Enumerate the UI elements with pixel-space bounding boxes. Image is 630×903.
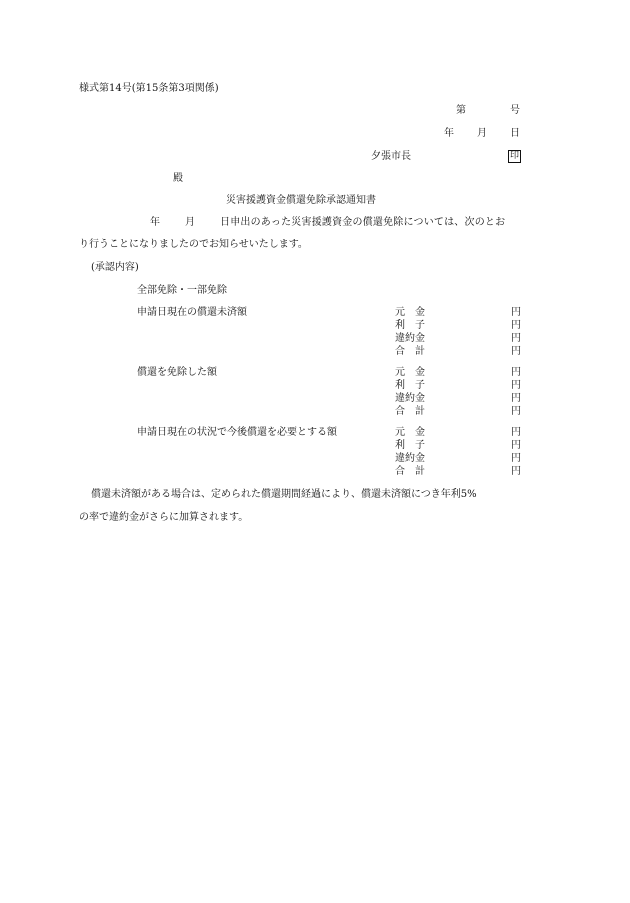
- list-item: [0, 345, 630, 358]
- item-unit: 円: [511, 380, 521, 391]
- document-title: 災害援護資金償還免除承認通知書: [226, 195, 376, 206]
- item-unit: 円: [511, 427, 521, 438]
- item-label: 違約金: [395, 453, 425, 464]
- section-title: 申請日現在の状況で今後償還を必要とする額: [137, 427, 337, 438]
- intro-year: 年: [150, 217, 160, 228]
- intro-line-1: 日申出のあった災害援護資金の償還免除については、次のとお: [220, 217, 506, 228]
- issuer-name: 夕張市長: [371, 151, 411, 162]
- list-item: [0, 465, 630, 478]
- date-year: 年: [444, 128, 454, 139]
- item-unit: 円: [511, 393, 521, 404]
- note-line-1: 償還未済額がある場合は、定められた償還期間経過により、償還未済額につき年利5%: [91, 489, 477, 500]
- list-item: [0, 405, 630, 418]
- item-label: 利 子: [395, 380, 425, 391]
- date-month: 月: [477, 128, 487, 139]
- item-label: 合 計: [395, 346, 425, 357]
- item-unit: 円: [511, 333, 521, 344]
- item-unit: 円: [511, 320, 521, 331]
- section-title: 償還を免除した額: [137, 367, 217, 378]
- item-unit: 円: [511, 367, 521, 378]
- note-line-2: の率で違約金がさらに加算されます。: [79, 512, 249, 523]
- item-label: 利 子: [395, 320, 425, 331]
- form-id: 様式第14号(第15条第3項関係): [79, 83, 219, 94]
- intro-line-2: り行うことになりましたのでお知らせいたします。: [79, 239, 308, 250]
- item-unit: 円: [511, 406, 521, 417]
- exemption-type: 全部免除・一部免除: [137, 285, 227, 296]
- list-item: [0, 379, 630, 392]
- item-label: 違約金: [395, 393, 425, 404]
- item-label: 元 金: [395, 307, 425, 318]
- item-label: 違約金: [395, 333, 425, 344]
- section-title: 申請日現在の償還未済額: [137, 307, 247, 318]
- list-item: [0, 366, 630, 379]
- list-item: [0, 439, 630, 452]
- list-item: [0, 319, 630, 332]
- item-unit: 円: [511, 466, 521, 477]
- date-day: 日: [510, 128, 520, 139]
- addressee-suffix: 殿: [173, 173, 183, 184]
- intro-month: 月: [185, 217, 195, 228]
- list-item: [0, 332, 630, 345]
- item-unit: 円: [511, 453, 521, 464]
- list-item: [0, 306, 630, 319]
- item-unit: 円: [511, 346, 521, 357]
- list-item: [0, 392, 630, 405]
- item-label: 合 計: [395, 406, 425, 417]
- number-suffix: 号: [510, 105, 520, 116]
- item-label: 合 計: [395, 466, 425, 477]
- number-prefix: 第: [456, 105, 466, 116]
- item-label: 利 子: [395, 440, 425, 451]
- issuer-seal: [508, 149, 521, 163]
- approval-heading: (承認内容): [91, 262, 139, 273]
- item-label: 元 金: [395, 427, 425, 438]
- item-unit: 円: [511, 307, 521, 318]
- item-unit: 円: [511, 440, 521, 451]
- item-label: 元 金: [395, 367, 425, 378]
- seal-mark: 印: [509, 151, 519, 161]
- list-item: [0, 426, 630, 439]
- list-item: [0, 452, 630, 465]
